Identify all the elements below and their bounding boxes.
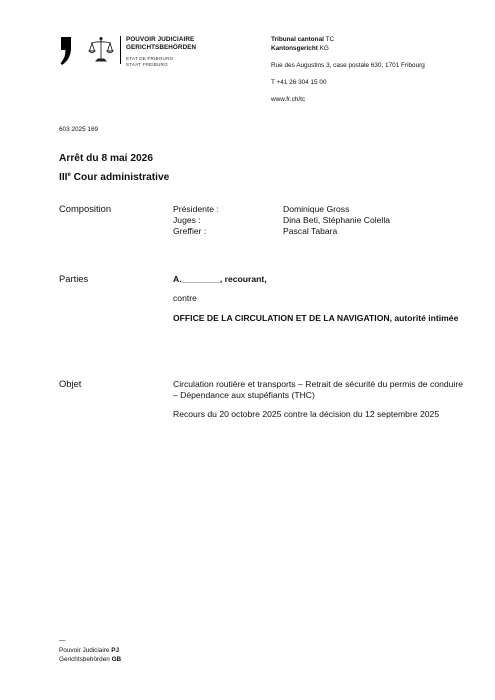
court-website[interactable]: www.fr.ch/tc — [271, 96, 306, 103]
logo-divider — [120, 36, 121, 64]
scales-of-justice-icon — [88, 36, 114, 64]
names-greffier: Pascal Tabara — [283, 226, 338, 237]
objet-description: Circulation routière et transports – Retrait de sécurité du permis de conduire – Dépendance aux stupéfiants (THC) — [173, 379, 463, 401]
footer-dash: — — [59, 637, 66, 644]
role-greffier: Greffier : — [173, 226, 207, 237]
decision-title: Arrêt du 8 mai 2026 — [59, 153, 153, 164]
organisation-name-de: GERICHTSBEHÖRDEN — [126, 44, 197, 51]
organisation-name-fr: POUVOIR JUDICIAIRE — [126, 36, 195, 43]
state-name-fr: ETAT DE FRIBOURG — [126, 56, 174, 61]
court-phone: T +41 26 304 15 00 — [271, 79, 327, 86]
composition-label: Composition — [59, 203, 112, 214]
parties-label: Parties — [59, 273, 89, 284]
objet-label: Objet — [59, 378, 82, 389]
composition-roles — [173, 204, 219, 238]
respondent: OFFICE DE LA CIRCULATION ET DE LA NAVIGATION, autorité intimée — [173, 313, 459, 323]
court-section: IIIe Cour administrative — [59, 172, 170, 183]
state-name-de: STAAT FREIBURG — [126, 62, 168, 67]
role-presidente: Présidente : — [173, 204, 219, 214]
footer-line-fr: Pouvoir Judiciaire PJ — [59, 646, 120, 654]
case-reference: 603 2025 169 — [59, 126, 99, 133]
composition-names — [283, 204, 390, 238]
court-info — [271, 36, 425, 105]
names-juges: Dina Beti, Stéphanie Colella — [283, 215, 391, 226]
footer-line-de: Gerichtsbehörden GB — [59, 656, 122, 664]
names-presidente: Dominique Gross — [283, 204, 350, 214]
objet-recours: Recours du 20 octobre 2025 contre la décision du 12 septembre 2025 — [173, 409, 440, 419]
court-name-fr: Tribunal cantonal TC — [271, 36, 335, 43]
comma-logo-icon — [59, 36, 73, 66]
role-juges: Juges : — [173, 215, 201, 226]
contre-text: contre — [173, 293, 197, 303]
organisation-block — [126, 36, 196, 68]
footer — [59, 636, 121, 665]
court-address: Rue des Augustins 3, case postale 630, 1701 Fribourg — [271, 62, 425, 69]
court-name-de: Kantonsgericht KG — [271, 44, 329, 52]
appellant: A.________, recourant, — [173, 274, 267, 284]
